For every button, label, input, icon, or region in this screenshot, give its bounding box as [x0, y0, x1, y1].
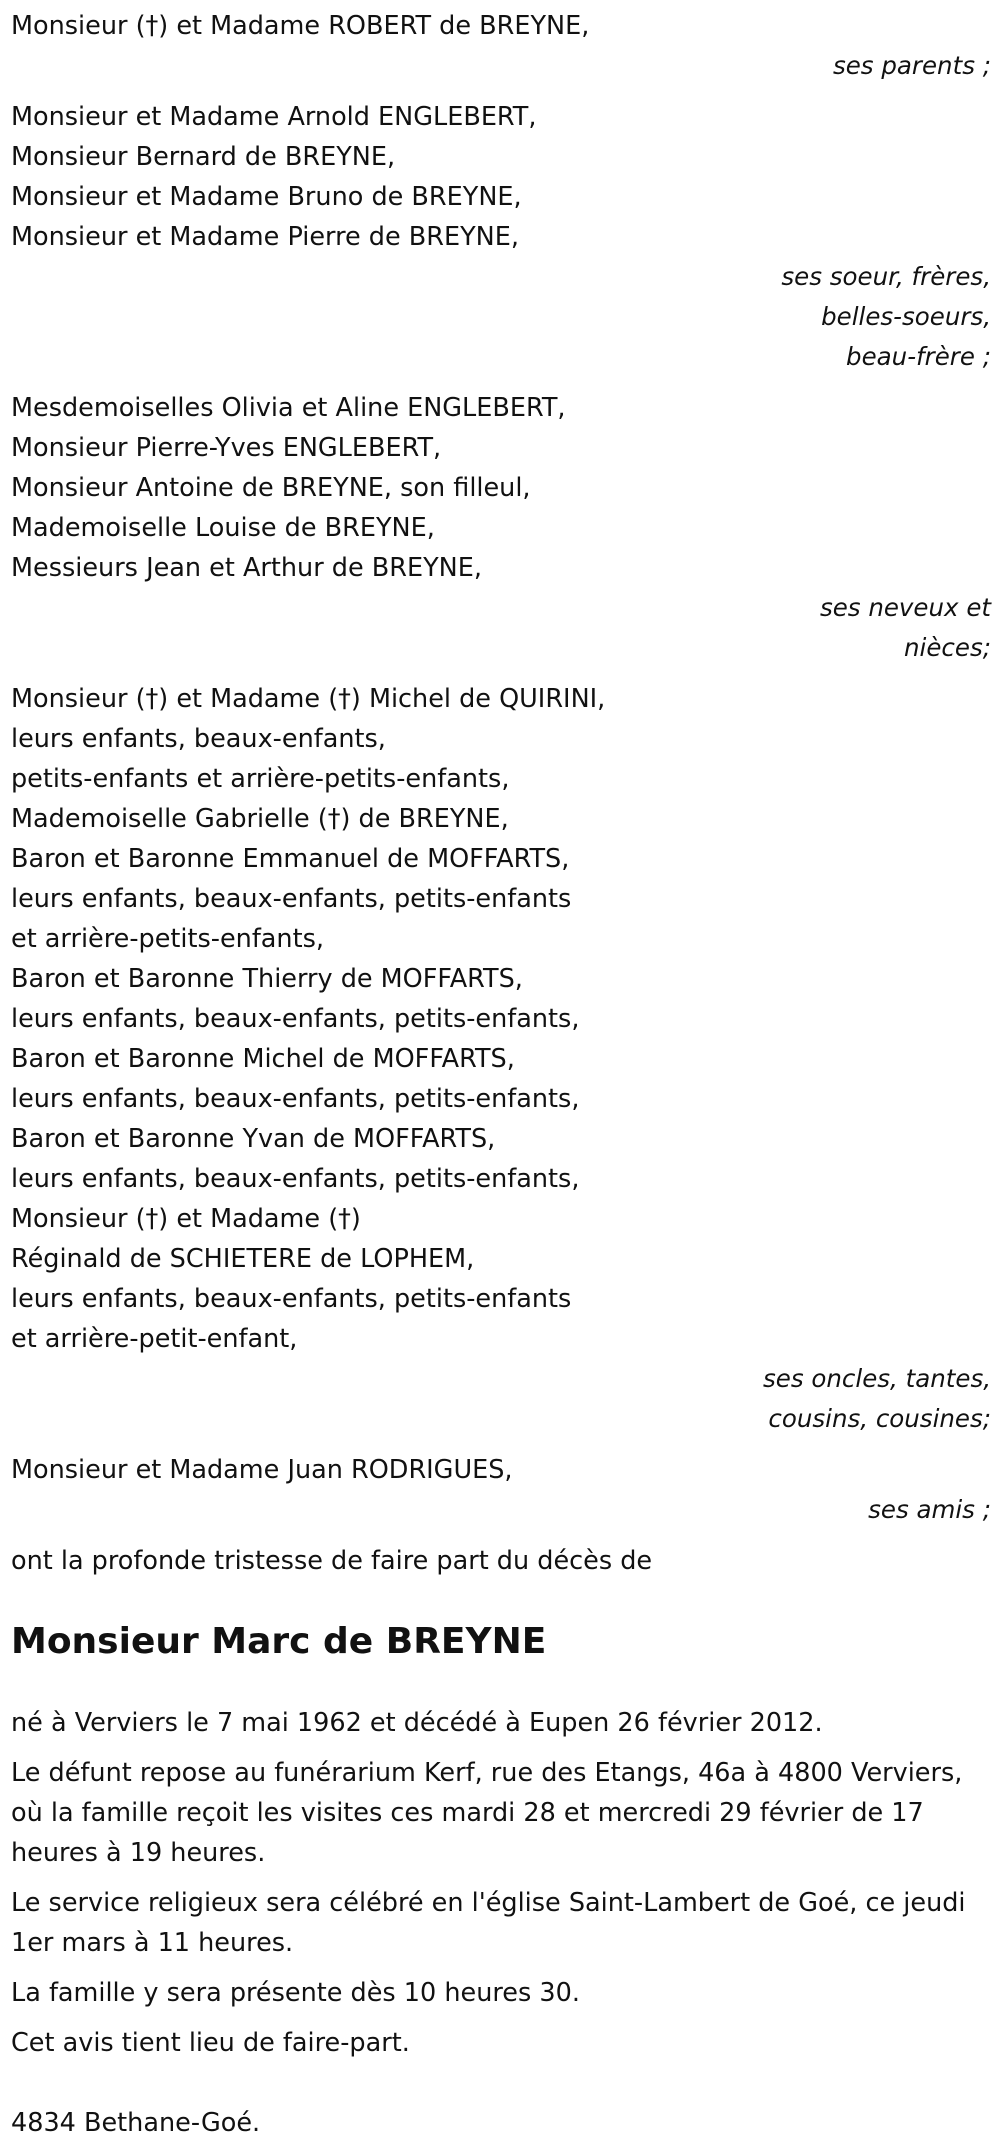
family-line: leurs enfants, beaux-enfants, petits-enfants, — [11, 1004, 580, 1034]
birth-death-info: né à Verviers le 7 mai 1962 et décédé à Eupen 26 février 2012. — [11, 1708, 823, 1738]
family-line: leurs enfants, beaux-enfants, petits-enfants — [11, 884, 572, 914]
relationship-label: ses oncles, tantes, — [763, 1364, 991, 1393]
family-line: leurs enfants, beaux-enfants, — [11, 724, 386, 754]
family-line: petits-enfants et arrière-petits-enfants, — [11, 764, 510, 794]
family-line: Baron et Baronne Emmanuel de MOFFARTS, — [11, 844, 570, 874]
family-line: Monsieur Antoine de BREYNE, son filleul, — [11, 473, 531, 503]
family-line: Monsieur (†) et Madame (†) — [11, 1204, 361, 1234]
funeral-home-info: Le défunt repose au funérarium Kerf, rue des Etangs, 46a à 4800 Verviers, où la famille reçoit les visites ces mardi 28 et mercredi 29 février de 17 heures à 19 heures. — [11, 1758, 963, 1868]
family-line: Baron et Baronne Thierry de MOFFARTS, — [11, 964, 523, 994]
family-line: Baron et Baronne Michel de MOFFARTS, — [11, 1044, 515, 1074]
family-group-nephews — [11, 388, 991, 668]
religious-service-info: Le service religieux sera célébré en l'église Saint-Lambert de Goé, ce jeudi 1er mars à 11 heures. — [11, 1888, 966, 1958]
relationship-label: beau-frère ; — [846, 342, 991, 371]
relationship-label: nièces; — [904, 633, 991, 662]
family-presence-info: La famille y sera présente dès 10 heures 30. — [11, 1978, 580, 2008]
family-line: Baron et Baronne Yvan de MOFFARTS, — [11, 1124, 496, 1154]
family-line: et arrière-petits-enfants, — [11, 924, 324, 954]
family-group-parents — [11, 6, 991, 86]
family-line: Monsieur (†) et Madame ROBERT de BREYNE, — [11, 11, 590, 41]
address: 4834 Bethane-Goé. — [11, 2108, 261, 2138]
notice-statement: Cet avis tient lieu de faire-part. — [11, 2028, 410, 2058]
family-line: Réginald de SCHIETERE de LOPHEM, — [11, 1244, 475, 1274]
relationship-label: cousins, cousines; — [768, 1404, 991, 1433]
relationship-label: ses soeur, frères, — [781, 262, 991, 291]
family-line: Monsieur et Madame Bruno de BREYNE, — [11, 182, 522, 212]
relationship-label: ses neveux et — [819, 593, 991, 622]
relationship-label: belles-soeurs, — [821, 302, 991, 331]
family-line: Monsieur Bernard de BREYNE, — [11, 142, 396, 172]
family-line: leurs enfants, beaux-enfants, petits-enfants — [11, 1284, 572, 1314]
relationship-label: ses parents ; — [832, 51, 991, 80]
family-line: Mademoiselle Gabrielle (†) de BREYNE, — [11, 804, 509, 834]
obituary-notice — [11, 6, 991, 2143]
family-line: Monsieur et Madame Juan RODRIGUES, — [11, 1455, 513, 1485]
deceased-name: Monsieur Marc de BREYNE — [11, 1621, 547, 1662]
family-line: leurs enfants, beaux-enfants, petits-enfants, — [11, 1164, 580, 1194]
announcement-intro: ont la profonde tristesse de faire part du décès de — [11, 1546, 653, 1576]
family-line: et arrière-petit-enfant, — [11, 1324, 298, 1354]
family-group-siblings — [11, 97, 991, 377]
relationship-label: ses amis ; — [868, 1495, 991, 1524]
family-line: Messieurs Jean et Arthur de BREYNE, — [11, 553, 482, 583]
family-line: Mademoiselle Louise de BREYNE, — [11, 513, 435, 543]
family-group-friends — [11, 1450, 991, 1530]
family-line: leurs enfants, beaux-enfants, petits-enfants, — [11, 1084, 580, 1114]
family-line: Mesdemoiselles Olivia et Aline ENGLEBERT, — [11, 393, 566, 423]
family-line: Monsieur (†) et Madame (†) Michel de QUIRINI, — [11, 684, 606, 714]
family-line: Monsieur Pierre-Yves ENGLEBERT, — [11, 433, 442, 463]
family-line: Monsieur et Madame Pierre de BREYNE, — [11, 222, 519, 252]
family-line: Monsieur et Madame Arnold ENGLEBERT, — [11, 102, 537, 132]
family-group-uncles-cousins — [11, 679, 991, 1439]
